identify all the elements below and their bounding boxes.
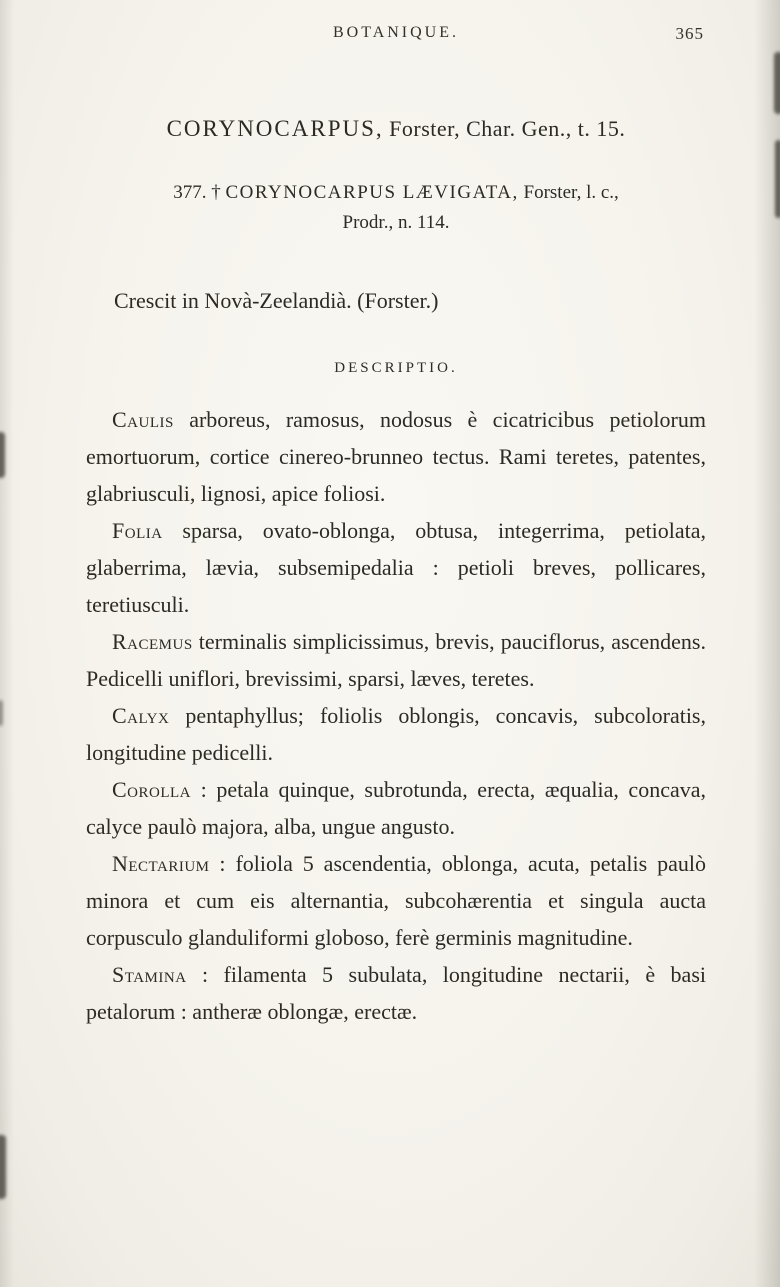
- species-name: CORYNOCARPUS LÆVIGATA,: [225, 182, 519, 203]
- paragraph-racemus: [86, 623, 706, 697]
- page-number: 365: [675, 24, 704, 43]
- paragraph-corolla: [86, 771, 706, 845]
- paragraph-text: sparsa, ovato-oblonga, obtusa, integerrima, petiolata, glaberrima, lævia, subsemipedalia : petioli breves, pollicares, teretiusculi.: [86, 518, 706, 617]
- dagger-mark: †: [211, 182, 221, 203]
- paragraph-text: terminalis simplicissimus, brevis, pauciflorus, ascendens. Pedicelli uniflori, brevissimi, sparsi, læves, teretes.: [86, 629, 706, 691]
- running-header-row: [86, 24, 706, 46]
- species-heading-line2: Prodr., n. 114.: [342, 212, 450, 233]
- paragraph-text: : foliola 5 ascendentia, oblonga, acuta, petalis paulò minora et cum eis alternantia, subcohærentia et singula aucta corpusculo glanduliformi globoso, ferè germinis magnitudine.: [86, 851, 706, 950]
- paragraph-text: : petala quinque, subrotunda, erecta, æqualia, concava, calyce paulò majora, alba, ungue angusto.: [86, 777, 706, 839]
- description-body: [86, 401, 706, 1030]
- paragraph-text: pentaphyllus; foliolis oblongis, concavis, subcoloratis, longitudine pedicelli.: [86, 703, 706, 765]
- paragraph-lead: Caulis: [112, 407, 174, 432]
- paragraph-lead: Racemus: [112, 629, 193, 654]
- genus-name: CORYNOCARPUS,: [166, 116, 384, 141]
- paragraph-lead: Corolla: [112, 777, 192, 802]
- scan-artifact: [0, 1135, 6, 1199]
- text-block: [86, 0, 706, 1030]
- scan-artifact: [0, 432, 5, 478]
- species-heading-line1: [86, 178, 706, 208]
- section-heading-descriptio: DESCRIPTIO.: [334, 360, 458, 376]
- habitat-line: Crescit in Novà-Zeelandià. (Forster.): [114, 288, 439, 313]
- paragraph-text: arboreus, ramosus, nodosus è cicatricibus petiolorum emortuorum, cortice cinereo-brunneo tectus. Rami teretes, patentes, glabriusculi, lignosi, apice foliosi.: [86, 407, 706, 506]
- paragraph-folia: [86, 512, 706, 623]
- species-reference: Forster, l. c.,: [523, 182, 619, 203]
- scan-artifact: [774, 52, 780, 114]
- genus-reference: Forster, Char. Gen., t. 15.: [389, 116, 626, 141]
- species-heading: [86, 178, 706, 238]
- scan-edge-shading-left: [0, 0, 14, 1287]
- paragraph-nectarium: [86, 845, 706, 956]
- running-header-title: BOTANIQUE.: [332, 24, 460, 41]
- paragraph-caulis: [86, 401, 706, 512]
- paragraph-stamina: [86, 956, 706, 1030]
- paragraph-text: : filamenta 5 subulata, longitudine nectarii, è basi petalorum : antheræ oblongæ, erectæ.: [86, 962, 706, 1024]
- paragraph-lead: Stamina: [112, 962, 187, 987]
- scan-artifact: [775, 140, 780, 218]
- paragraph-lead: Calyx: [112, 703, 170, 728]
- genus-heading: [86, 116, 706, 142]
- paragraph-lead: Nectarium: [112, 851, 210, 876]
- paragraph-calyx: [86, 697, 706, 771]
- scan-artifact: [0, 700, 3, 726]
- species-number: 377.: [173, 182, 207, 203]
- paragraph-lead: Folia: [112, 518, 163, 543]
